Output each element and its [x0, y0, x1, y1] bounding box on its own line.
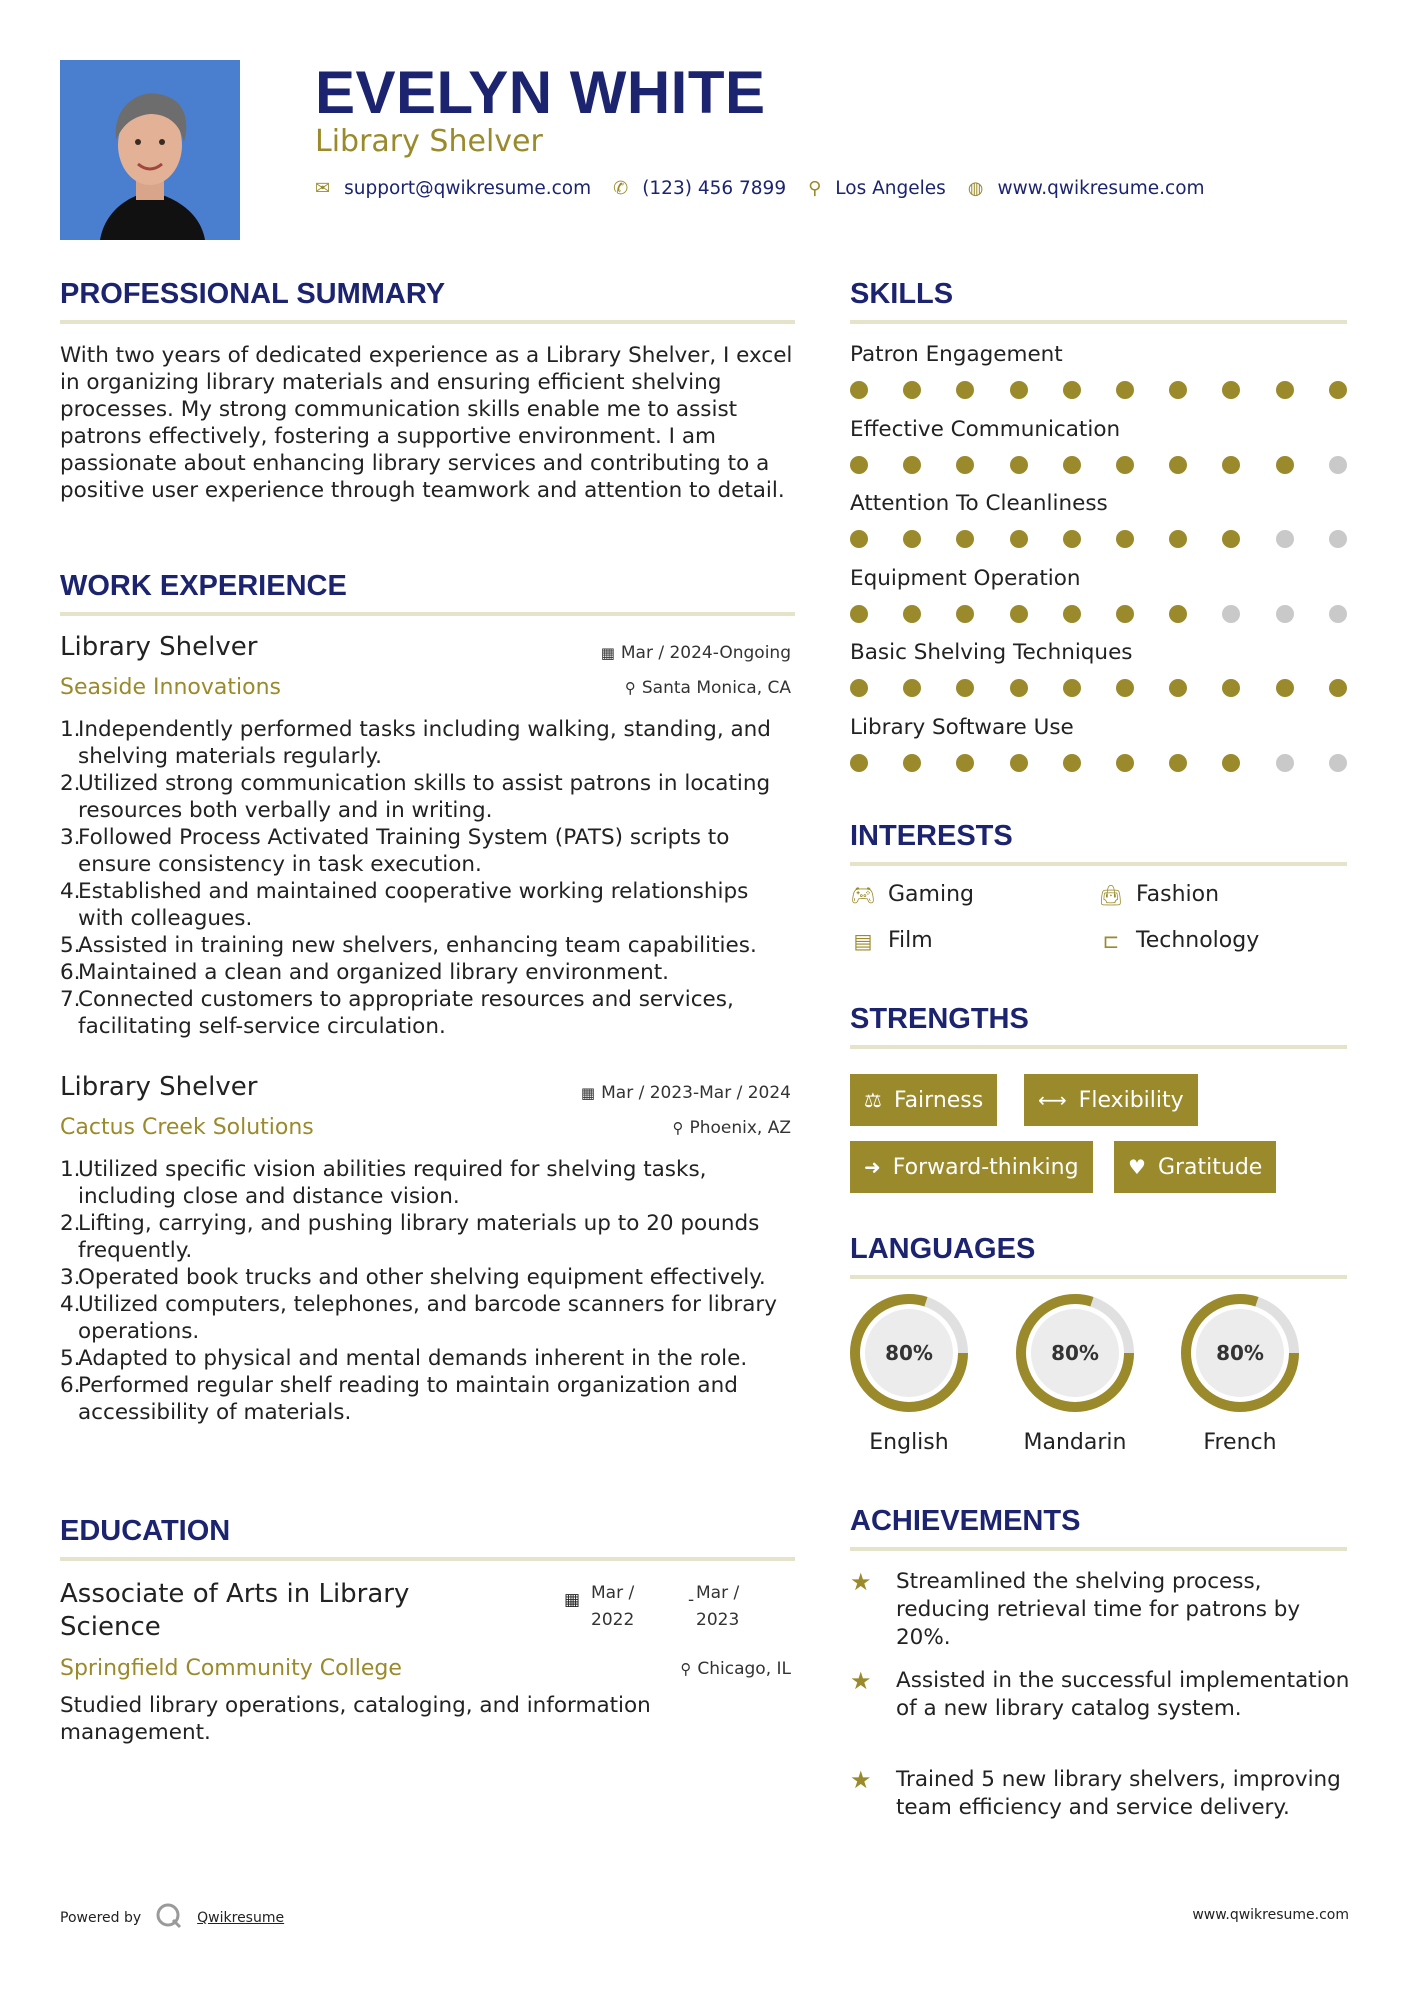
skill-name: Attention To Cleanliness	[850, 491, 1108, 516]
list-item-text: Established and maintained cooperative working relationships with colleagues.	[78, 879, 749, 931]
list-number: 6.	[60, 960, 81, 985]
interests-heading: INTERESTS	[850, 820, 1013, 852]
rating-dot-filled	[1222, 530, 1240, 548]
job-title: Library Shelver	[60, 1072, 258, 1102]
interest-film	[850, 928, 933, 953]
job-location-text: Santa Monica, CA	[641, 678, 791, 698]
language-percent: 80%	[885, 1341, 933, 1365]
candidate-name: EVELYN WHITE	[315, 59, 766, 126]
rating-dot-filled	[956, 754, 974, 772]
interest-label: Fashion	[1136, 882, 1220, 907]
rating-dot-filled	[850, 381, 868, 399]
rating-dot-filled	[850, 679, 868, 697]
rating-dot-filled	[903, 530, 921, 548]
rating-dot-empty	[1276, 605, 1294, 623]
strength-label: Gratitude	[1157, 1154, 1263, 1180]
list-number: 4.	[60, 879, 81, 904]
job-company: Cactus Creek Solutions	[60, 1115, 314, 1140]
divider	[850, 1045, 1347, 1049]
list-item-text: Adapted to physical and mental demands inherent in the role.	[78, 1346, 748, 1371]
qwikresume-link[interactable]: Qwikresume	[197, 1910, 285, 1926]
star-icon: ★	[850, 1766, 872, 1794]
skill-rating	[850, 456, 1347, 474]
pin-icon: ⚲	[672, 1119, 684, 1137]
rating-dot-filled	[1063, 456, 1081, 474]
divider	[60, 612, 795, 616]
strength-label: Fairness	[893, 1087, 984, 1113]
rating-dot-filled	[903, 605, 921, 623]
list-item-text: Independently performed tasks including walking, standing, and shelving materials regularly.	[78, 717, 771, 769]
profile-photo	[60, 60, 240, 240]
list-item-text: Utilized strong communication skills to assist patrons in locating resources both verbally and in writing.	[78, 771, 771, 823]
language-ring	[1012, 1290, 1138, 1416]
divider	[850, 320, 1347, 324]
star-icon: ★	[850, 1568, 872, 1596]
calendar-icon: ▦	[580, 1084, 596, 1102]
rating-dot-empty	[1329, 605, 1347, 623]
divider	[850, 1275, 1347, 1279]
pin-icon: ⚲	[680, 1660, 692, 1678]
rating-dot-filled	[903, 754, 921, 772]
list-item	[60, 1156, 795, 1210]
rating-dot-filled	[1063, 679, 1081, 697]
interest-label: Technology	[1136, 928, 1260, 953]
achievements-heading: ACHIEVEMENTS	[850, 1505, 1081, 1537]
rating-dot-filled	[1010, 605, 1028, 623]
skills-heading: SKILLS	[850, 278, 954, 310]
rating-dot-filled	[1010, 381, 1028, 399]
rating-dot-filled	[903, 679, 921, 697]
skill-rating	[850, 754, 1347, 772]
rating-dot-filled	[1063, 381, 1081, 399]
rating-dot-filled	[1116, 456, 1134, 474]
list-item	[60, 1291, 795, 1345]
rating-dot-filled	[956, 456, 974, 474]
list-number: 2.	[60, 1211, 81, 1236]
list-item	[60, 959, 795, 986]
rating-dot-filled	[1116, 381, 1134, 399]
rating-dot-filled	[1169, 679, 1187, 697]
list-number: 1.	[60, 717, 81, 742]
rating-dot-filled	[1276, 679, 1294, 697]
skill-name: Effective Communication	[850, 416, 1121, 442]
list-item	[60, 986, 795, 1040]
website-link[interactable]: www.qwikresume.com	[997, 178, 1205, 199]
rating-dot-filled	[1169, 456, 1187, 474]
achievement-item	[850, 1766, 1350, 1822]
list-item-text: Lifting, carrying, and pushing library materials up to 20 pounds frequently.	[78, 1211, 760, 1263]
list-item-text: Performed regular shelf reading to maintain organization and accessibility of materials.	[78, 1373, 738, 1425]
email-link[interactable]: support@qwikresume.com	[344, 178, 592, 199]
list-number: 3.	[60, 825, 81, 850]
edu-start: Mar / 2022	[591, 1583, 635, 1630]
languages-heading: LANGUAGES	[850, 1233, 1036, 1265]
list-number: 5.	[60, 933, 81, 958]
rating-dot-filled	[1169, 605, 1187, 623]
rating-dot-filled	[1063, 754, 1081, 772]
email-icon: ✉	[315, 178, 331, 199]
interest-label: Gaming	[888, 882, 974, 907]
edu-end: Mar / 2023	[696, 1583, 740, 1630]
calendar-icon: ▦	[600, 644, 615, 662]
job-bullets	[60, 1156, 795, 1426]
divider	[850, 1547, 1347, 1551]
list-number: 4.	[60, 1292, 81, 1317]
language-percent: 80%	[1216, 1341, 1264, 1365]
rating-dot-filled	[1010, 679, 1028, 697]
rating-dot-filled	[1116, 754, 1134, 772]
strength-badge	[1114, 1141, 1276, 1193]
list-item-text: Utilized computers, telephones, and barcode scanners for library operations.	[78, 1292, 777, 1344]
divider	[60, 1557, 795, 1561]
list-number: 3.	[60, 1265, 81, 1290]
arrows-h-icon: ⟷	[1038, 1088, 1067, 1112]
powered-by-text: Powered by	[60, 1910, 142, 1926]
education-heading: EDUCATION	[60, 1515, 231, 1547]
list-item	[60, 770, 795, 824]
rating-dot-filled	[850, 530, 868, 548]
laptop-icon: ⊏	[1102, 928, 1120, 953]
language-item	[1012, 1290, 1138, 1455]
achievement-text: Assisted in the successful implementation of a new library catalog system.	[896, 1668, 1350, 1721]
rating-dot-filled	[1010, 530, 1028, 548]
rating-dot-filled	[903, 456, 921, 474]
rating-dot-filled	[1116, 530, 1134, 548]
rating-dot-filled	[1169, 381, 1187, 399]
list-item	[60, 878, 795, 932]
skill-name: Patron Engagement	[850, 342, 1063, 367]
rating-dot-empty	[1329, 530, 1347, 548]
candidate-role: Library Shelver	[315, 124, 543, 159]
rating-dot-filled	[1276, 456, 1294, 474]
skill-rating	[850, 679, 1347, 697]
rating-dot-filled	[1169, 530, 1187, 548]
rating-dot-filled	[956, 381, 974, 399]
gamepad-icon: 🎮︎	[850, 882, 876, 907]
list-item	[60, 1210, 795, 1264]
rating-dot-empty	[1329, 754, 1347, 772]
experience-heading: WORK EXPERIENCE	[60, 570, 347, 602]
job-title: Library Shelver	[60, 632, 258, 662]
strengths-heading: STRENGTHS	[850, 1003, 1029, 1035]
star-icon: ★	[850, 1667, 872, 1695]
interest-fashion	[1098, 882, 1219, 907]
edu-location	[680, 1659, 791, 1679]
language-ring	[1177, 1290, 1303, 1416]
pin-icon: ⚲	[624, 679, 636, 697]
skill-name: Basic Shelving Techniques	[850, 640, 1133, 665]
list-item-text: Connected customers to appropriate resources and services, facilitating self-service circulation.	[78, 987, 734, 1039]
rating-dot-filled	[956, 530, 974, 548]
phone-text: (123) 456 7899	[642, 178, 787, 199]
language-ring	[846, 1290, 972, 1416]
list-number: 6.	[60, 1373, 81, 1398]
skill-name: Library Software Use	[850, 714, 1074, 740]
job-company: Seaside Innovations	[60, 675, 281, 700]
degree-title: Associate of Arts in Library Science	[60, 1579, 410, 1642]
summary-text: With two years of dedicated experience as a Library Shelver, I excel in organizing library materials and ensuring efficient shelving processes. My strong communication skills enable me to assist patrons effectively, fostering a supportive environment. I am passionate about enhancing library services and contributing to a positive user experience through teamwork and attention to detail.	[60, 343, 793, 503]
rating-dot-empty	[1222, 605, 1240, 623]
globe-icon: ◍	[967, 178, 984, 199]
job-dates	[581, 1083, 791, 1103]
rating-dot-filled	[1063, 530, 1081, 548]
skill-name: Equipment Operation	[850, 565, 1081, 591]
list-item-text: Utilized specific vision abilities required for shelving tasks, including close and distance vision.	[78, 1157, 707, 1209]
job-location-text: Phoenix, AZ	[689, 1118, 791, 1138]
map-pin-icon: ⚲	[808, 178, 822, 199]
rating-dot-filled	[956, 679, 974, 697]
job-dates	[601, 643, 791, 663]
rating-dot-filled	[850, 754, 868, 772]
rating-dot-filled	[1276, 381, 1294, 399]
interest-technology	[1098, 928, 1259, 953]
language-item	[1177, 1290, 1303, 1455]
rating-dot-filled	[956, 605, 974, 623]
rating-dot-filled	[850, 456, 868, 474]
arrow-right-icon: ➜	[864, 1155, 881, 1179]
language-name: English	[869, 1430, 949, 1455]
list-item-text: Maintained a clean and organized library environment.	[78, 960, 669, 985]
rating-dot-filled	[1010, 456, 1028, 474]
list-item	[60, 1372, 795, 1426]
list-number: 2.	[60, 771, 81, 796]
achievement-item	[850, 1667, 1350, 1723]
strength-label: Flexibility	[1078, 1087, 1184, 1113]
rating-dot-filled	[1169, 754, 1187, 772]
strength-label: Forward-thinking	[892, 1154, 1079, 1180]
list-number: 7.	[60, 987, 81, 1012]
school-name: Springfield Community College	[60, 1656, 402, 1681]
skill-rating	[850, 530, 1347, 548]
rating-dot-filled	[1063, 605, 1081, 623]
calendar-icon: ▦	[564, 1590, 581, 1610]
contact-bar	[315, 178, 1227, 199]
qwikresume-logo-icon	[155, 1902, 183, 1934]
language-name: French	[1203, 1430, 1277, 1455]
language-name: Mandarin	[1023, 1430, 1127, 1455]
edu-description: Studied library operations, cataloging, and information management.	[60, 1693, 651, 1745]
list-item	[60, 1345, 795, 1372]
achievement-text: Trained 5 new library shelvers, improving team efficiency and service delivery.	[896, 1767, 1341, 1820]
rating-dot-filled	[1222, 456, 1240, 474]
job-dates-text: Mar / 2024-Ongoing	[620, 643, 791, 663]
rating-dot-filled	[1222, 679, 1240, 697]
job-dates-text: Mar / 2023-Mar / 2024	[601, 1083, 791, 1103]
rating-dot-filled	[1116, 679, 1134, 697]
list-item	[60, 1264, 795, 1291]
edu-location-text: Chicago, IL	[697, 1659, 791, 1679]
strength-badge	[850, 1141, 1093, 1193]
list-item	[60, 716, 795, 770]
skill-rating	[850, 605, 1347, 623]
footer-site[interactable]: www.qwikresume.com	[1192, 1907, 1349, 1923]
list-item-text: Assisted in training new shelvers, enhancing team capabilities.	[78, 933, 757, 958]
rating-dot-filled	[1116, 605, 1134, 623]
job-location	[672, 1118, 791, 1138]
heart-icon: ♥	[1128, 1155, 1146, 1179]
rating-dot-filled	[1222, 754, 1240, 772]
scale-icon: ⚖	[864, 1088, 882, 1112]
list-item-text: Operated book trucks and other shelving equipment effectively.	[78, 1265, 766, 1290]
rating-dot-empty	[1276, 530, 1294, 548]
bag-icon: 👜︎	[1098, 882, 1124, 907]
list-item-text: Followed Process Activated Training System (PATS) scripts to ensure consistency in task execution.	[78, 825, 730, 877]
strength-badge	[1024, 1074, 1198, 1126]
skill-rating	[850, 381, 1347, 399]
list-number: 5.	[60, 1346, 81, 1371]
achievement-text: Streamlined the shelving process, reducing retrieval time for patrons by 20%.	[896, 1569, 1301, 1650]
list-item	[60, 932, 795, 959]
language-percent: 80%	[1051, 1341, 1099, 1365]
rating-dot-filled	[850, 605, 868, 623]
film-icon: ▤	[853, 928, 873, 953]
phone-icon: ✆	[613, 178, 629, 199]
edu-separator: -	[688, 1590, 695, 1610]
divider	[60, 320, 795, 324]
list-item	[60, 824, 795, 878]
footer-powered-by	[60, 1902, 284, 1934]
divider	[850, 862, 1347, 866]
summary-heading: PROFESSIONAL SUMMARY	[60, 278, 446, 310]
job-location	[625, 678, 791, 698]
language-item	[846, 1290, 972, 1455]
rating-dot-filled	[1329, 381, 1347, 399]
achievement-item	[850, 1568, 1350, 1652]
interest-gaming	[850, 882, 974, 907]
rating-dot-filled	[903, 381, 921, 399]
strength-badge	[850, 1074, 997, 1126]
rating-dot-filled	[1010, 754, 1028, 772]
rating-dot-empty	[1329, 456, 1347, 474]
location-text: Los Angeles	[835, 178, 946, 199]
rating-dot-empty	[1276, 754, 1294, 772]
interest-label: Film	[888, 928, 933, 953]
rating-dot-filled	[1222, 381, 1240, 399]
job-bullets	[60, 716, 795, 1040]
rating-dot-filled	[1329, 679, 1347, 697]
list-number: 1.	[60, 1157, 81, 1182]
